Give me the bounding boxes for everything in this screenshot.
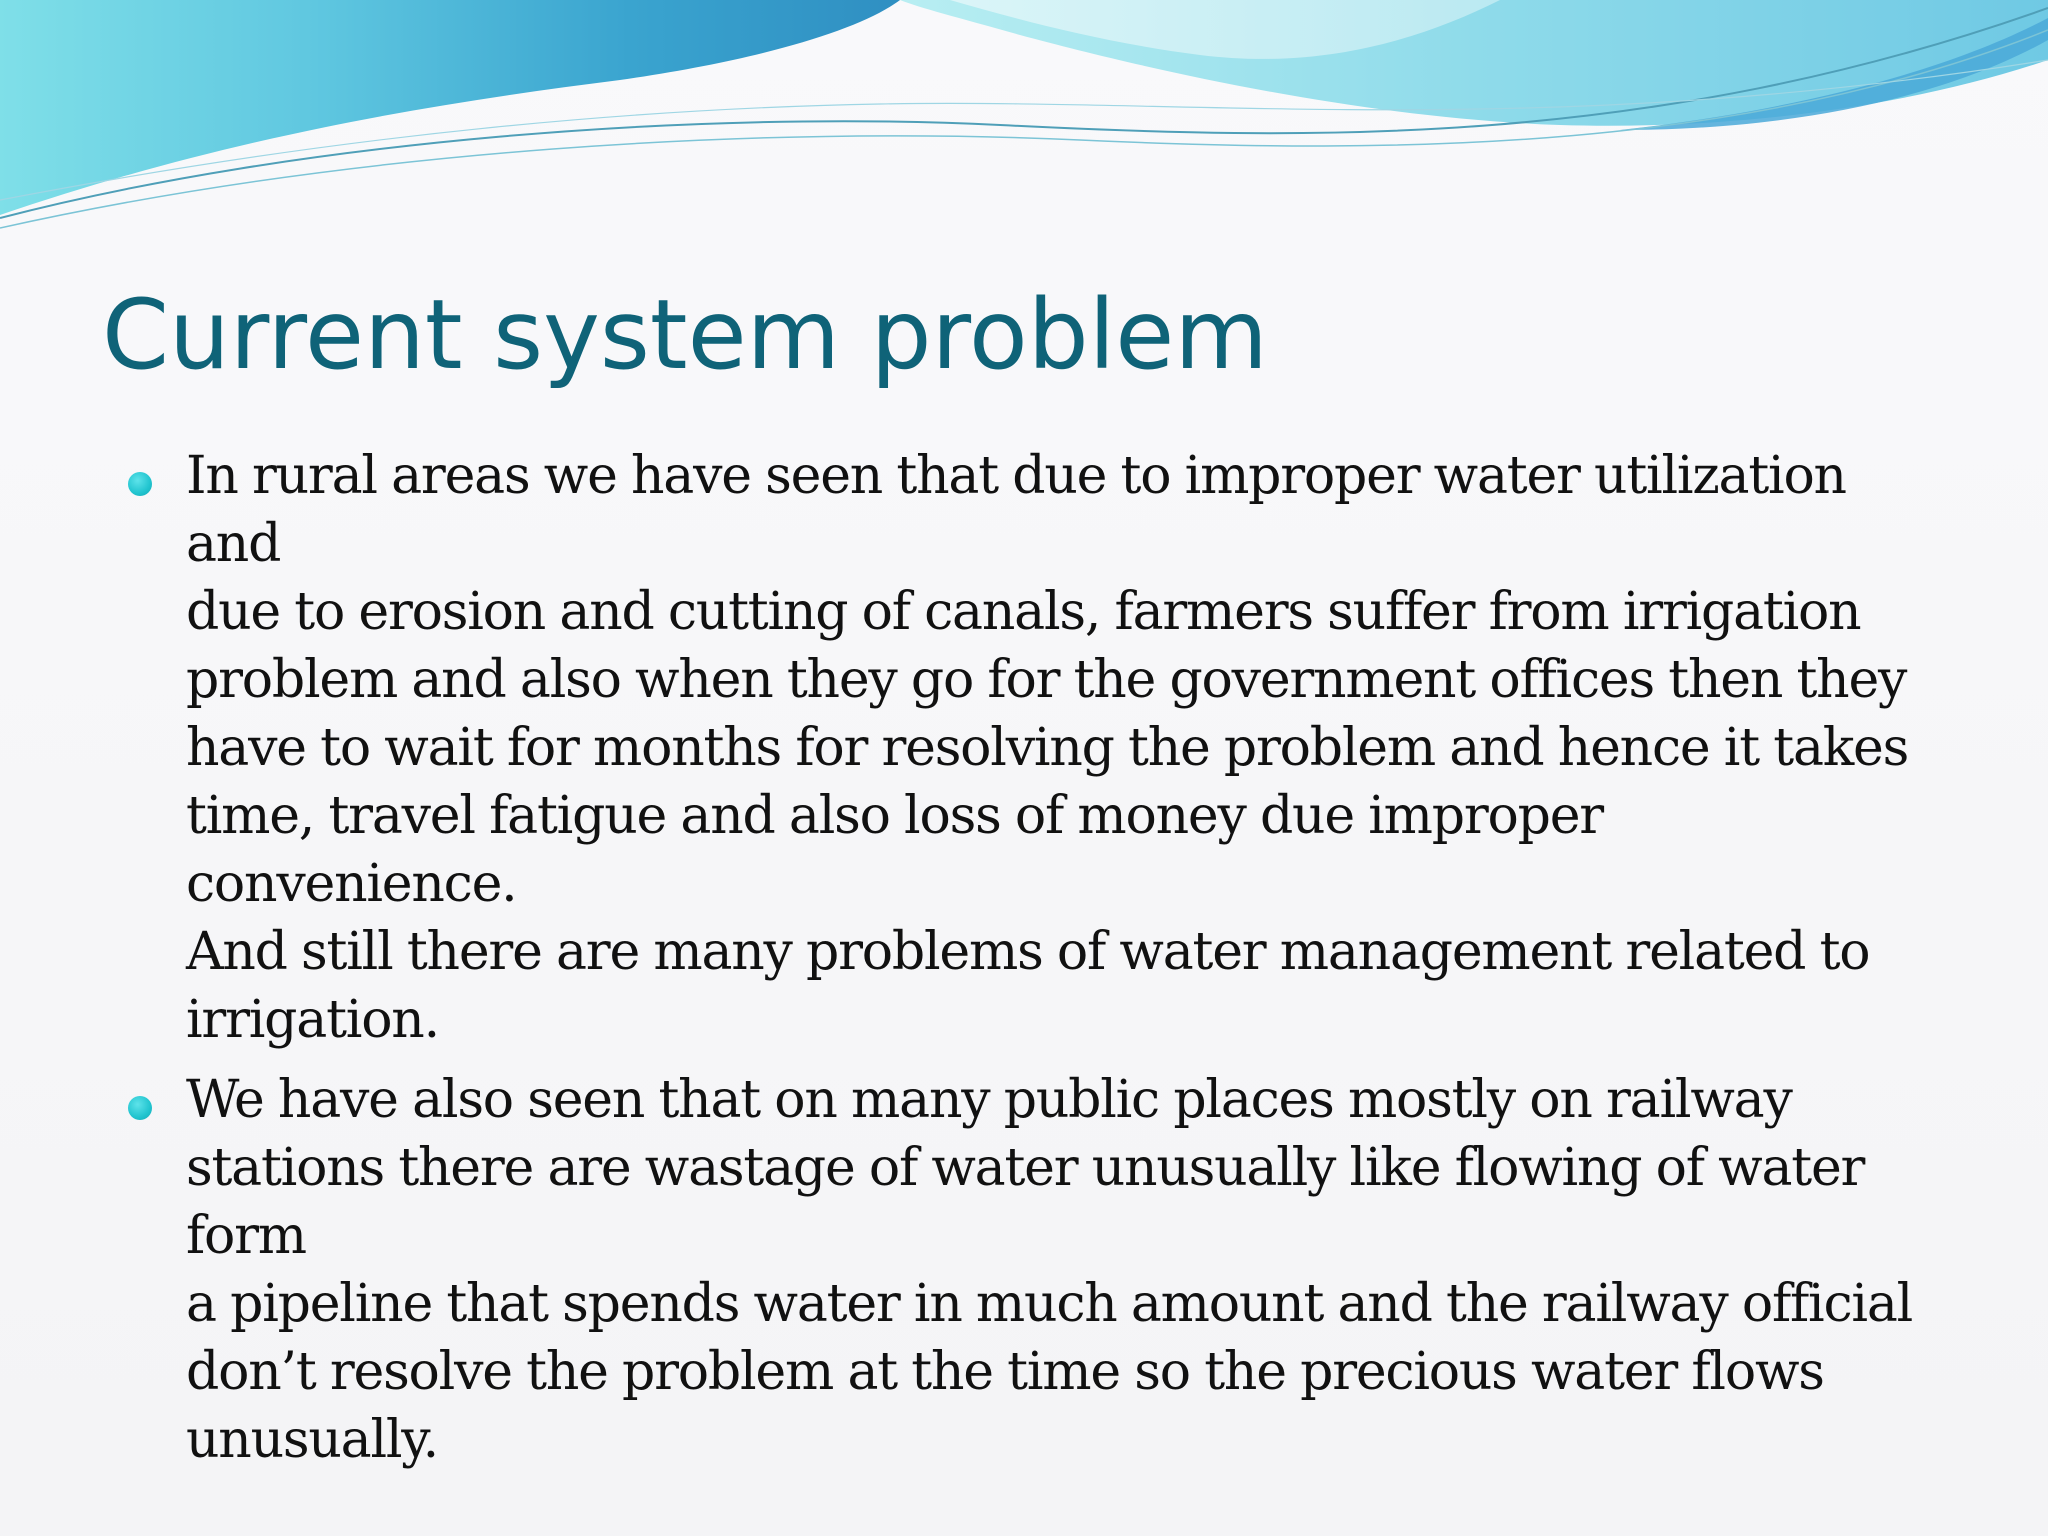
- bullet-line: time, travel fatigue and also loss of money due improper convenience.: [186, 786, 1603, 914]
- bullet-line: don’t resolve the problem at the time so the precious water flows: [186, 1342, 1824, 1402]
- slide-title: Current system problem: [102, 279, 1268, 391]
- bullet-line: stations there are wastage of water unusually like flowing of water form: [186, 1138, 1865, 1266]
- bullet-line: due to erosion and cutting of canals, farmers suffer from irrigation: [186, 582, 1861, 642]
- bullet-item: [128, 1066, 1928, 1474]
- header-wave-decoration: [0, 0, 2048, 240]
- bullet-list: [128, 442, 1928, 1486]
- bullet-line: unusually.: [186, 1410, 438, 1470]
- bullet-item: [128, 442, 1928, 1054]
- bullet-line: And still there are many problems of water management related to: [186, 922, 1870, 982]
- bullet-line: have to wait for months for resolving the problem and hence it takes: [186, 718, 1909, 778]
- round-bullet-icon: [128, 472, 152, 496]
- bullet-line: irrigation.: [186, 990, 439, 1050]
- bullet-line: We have also seen that on many public places mostly on railway: [186, 1070, 1792, 1130]
- bullet-line: a pipeline that spends water in much amount and the railway official: [186, 1274, 1913, 1334]
- bullet-line: problem and also when they go for the government offices then they: [186, 650, 1907, 710]
- round-bullet-icon: [128, 1096, 152, 1120]
- bullet-line: In rural areas we have seen that due to improper water utilization and: [186, 446, 1846, 574]
